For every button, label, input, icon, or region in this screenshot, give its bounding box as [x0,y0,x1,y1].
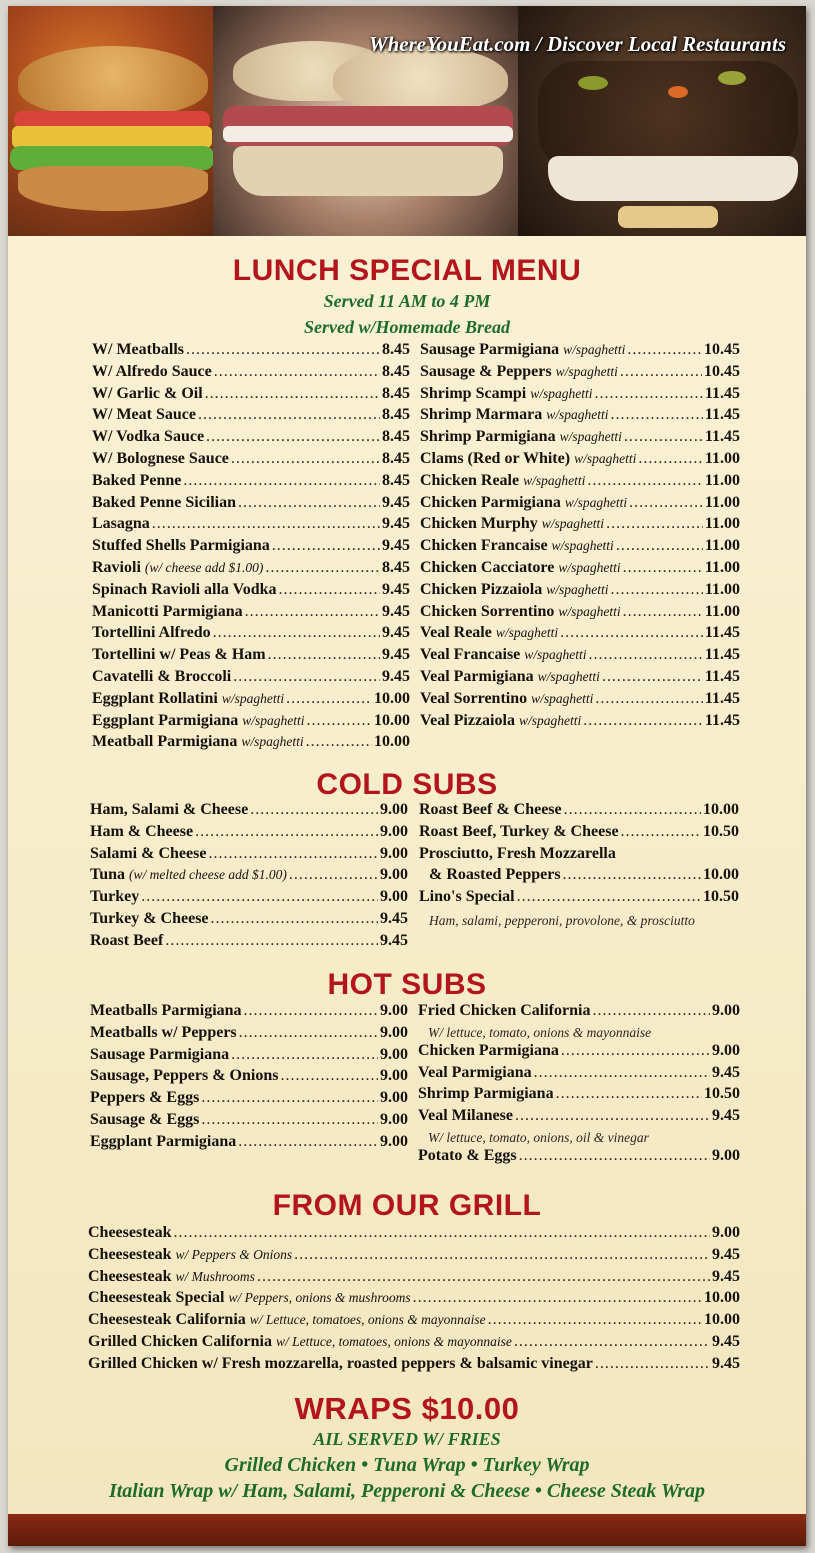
menu-item [88,1311,740,1333]
item-name: Chicken Murphy [420,515,538,533]
menu-item: Chicken Parmigiana ..... 9.00 [418,1042,740,1064]
menu-item [88,1246,740,1268]
menu-item [420,472,740,494]
dot-leader [238,1133,378,1151]
item-note: w/spaghetti [495,625,559,641]
menu-item [90,866,408,888]
dot-leader [638,450,703,468]
dot-leader [610,406,702,424]
menu-item [92,341,410,363]
item-name: Peppers & Eggs [90,1089,200,1107]
item-price: 9.45 [382,580,410,598]
item-price: 10.00 [374,711,410,729]
wraps-line-2: Italian Wrap w/ Ham, Salami, Pepperoni & Cheese • Cheese Steak Wrap [108,1480,706,1502]
item-note: w/spaghetti [551,538,614,554]
dot-leader [623,603,703,621]
menu-item [92,690,410,712]
dot-leader [211,910,378,928]
item-description: W/ lettuce, tomato, onions & mayonnaise [428,1024,652,1040]
item-price: 9.00 [380,1089,408,1107]
dot-leader [174,1224,710,1242]
item-price: 9.45 [712,1267,740,1285]
menu-item [420,668,740,690]
item-price: 11.45 [704,667,740,685]
item-price: 9.45 [382,537,410,555]
item-note: w/spaghetti [559,429,622,445]
dot-leader [595,1355,710,1373]
dot-leader [238,494,380,512]
menu-item: Veal Parmigiana ..... 9.45 [418,1064,740,1086]
dot-leader [587,472,703,490]
wraps-subtitle: AIL SERVED W/ FRIES [313,1429,501,1449]
item-note: w/ Peppers & Onions [175,1246,293,1262]
item-name: Veal Francaise [420,646,521,664]
menu-item [420,690,740,712]
lunch-title: LUNCH SPECIAL MENU [232,254,582,287]
item-name: W/ Bolognese Sauce [92,449,229,467]
item-name: Chicken Sorrentino [420,602,555,620]
item-name: Shrimp Marmara [420,406,543,424]
item-note: w/spaghetti [563,342,626,357]
item-name: Ham & Cheese [90,822,194,840]
dot-leader [589,646,703,664]
item-name: Meatball Parmigiana [92,733,238,751]
menu-item [90,801,408,823]
dot-leader [206,428,380,446]
menu-page [8,6,806,1546]
menu-item [90,910,408,932]
item-price: 8.45 [382,471,410,489]
wraps-line-1: Grilled Chicken • Tuna Wrap • Turkey Wrap [224,1454,590,1476]
item-price: 8.45 [382,449,410,467]
menu-item [92,363,410,385]
item-price: 8.45 [382,558,410,576]
item-description: W/ lettuce, tomato, onions, oil & vinegar [428,1129,649,1145]
lunch-right-column [420,341,740,733]
menu-item [420,428,740,450]
dot-leader [616,537,703,555]
menu-item: Prosciutto, Fresh Mozzarella [419,844,616,862]
item-price: 10.00 [374,689,410,707]
item-price: 9.00 [712,1224,740,1241]
dot-leader [213,624,380,642]
menu-item [90,1133,408,1155]
footer-bar [8,1514,806,1546]
menu-item [92,385,410,407]
item-price: 9.00 [380,1002,408,1019]
item-price: 11.45 [704,406,740,424]
item-name: Shrimp Parmigiana [420,428,556,446]
menu-item: & Roasted Peppers ..... 10.00 [419,866,739,888]
dot-leader [623,559,703,577]
menu-item [420,712,740,734]
item-price: 10.45 [704,341,740,358]
menu-item [90,1067,408,1089]
menu-item [420,537,740,559]
menu-item: Potato & Eggs ..... 9.00 [418,1147,740,1169]
menu-item: Fried Chicken California ..... 9.00 [418,1002,740,1024]
menu-item [420,341,740,363]
item-note: w/spaghetti [518,712,582,728]
item-price: 11.00 [704,558,740,576]
item-note: w/spaghetti [241,734,304,750]
item-name: Stuffed Shells Parmigiana [92,537,270,555]
item-name: Veal Sorrentino [420,689,528,707]
dot-leader [606,515,703,533]
dot-leader [208,845,378,863]
item-note: w/spaghetti [541,516,605,532]
dot-leader [560,624,703,642]
menu-item [420,450,740,472]
item-note: w/spaghetti [531,690,594,706]
menu-item: Shrimp Parmigiana ..... 10.50 [418,1085,740,1107]
hot-left-column [90,1002,408,1155]
item-name: Veal Parmigiana [420,667,534,685]
item-name: Tortellini w/ Peas & Ham [92,646,266,664]
item-price: 9.45 [382,624,410,642]
item-price: 9.00 [380,844,408,862]
item-name: Clams (Red or White) [420,449,571,467]
item-name: Eggplant Parmigiana [92,711,239,729]
item-name: Chicken Francaise [420,537,548,555]
item-name: Meatballs w/ Peppers [90,1023,237,1041]
item-price: 11.00 [704,449,740,467]
item-name: Cheesesteak [88,1267,172,1285]
item-note: w/spaghetti [546,407,609,423]
item-name: Salami & Cheese [90,844,207,862]
hot-subs-title: HOT SUBS [327,968,487,1001]
burger-photo [8,6,213,236]
menu-item [420,385,740,407]
dot-leader [413,1289,702,1307]
hot-right-column [418,1002,740,1169]
item-name: W/ Alfredo Sauce [92,362,212,380]
item-price: 8.45 [382,428,410,446]
grill-title: FROM OUR GRILL [272,1189,542,1222]
item-note: w/ Mushrooms [175,1268,255,1284]
dot-leader [201,1111,378,1129]
lunch-bread: Served w/Homemade Bread [304,317,510,337]
item-name: Chicken Parmigiana [420,493,561,511]
item-note: w/spaghetti [242,712,305,728]
dot-leader [265,559,380,577]
menu-item [92,668,410,690]
item-price: 11.00 [704,580,740,598]
item-note: (w/ cheese add $1.00) [144,559,264,575]
item-price: 9.45 [382,646,410,664]
item-price: 10.00 [704,1311,740,1329]
dot-leader [201,1089,378,1107]
menu-item [88,1289,740,1311]
item-price: 9.00 [380,866,408,884]
dot-leader [141,888,378,906]
dot-leader [624,428,703,446]
item-note: w/spaghetti [523,472,586,488]
item-name: Tuna [90,866,125,884]
item-name: Cheesesteak [88,1245,172,1263]
item-name: Manicotti Parmigiana [92,602,243,620]
dot-leader [244,1002,378,1020]
photo-banner [8,6,806,236]
dot-leader [245,603,380,621]
menu-item [90,845,408,867]
menu-item [420,624,740,646]
dot-leader [620,363,702,381]
menu-item: Veal Milanese ..... 9.45 [418,1107,740,1129]
menu-item [92,581,410,603]
menu-item: Roast Beef & Cheese ..... 10.00 [419,801,739,823]
cold-left-column [90,801,408,954]
item-name: Spinach Ravioli alla Vodka [92,580,277,598]
dot-leader [306,733,372,751]
item-price: 9.45 [712,1332,740,1350]
item-note: w/spaghetti [524,647,587,663]
item-price: 11.45 [704,689,740,707]
menu-item [92,624,410,646]
dot-leader [629,494,703,512]
item-name: Lasagna [92,515,150,533]
item-name: Ravioli [92,558,141,576]
item-note: w/spaghetti [558,603,621,619]
dot-leader [627,341,702,359]
cold-right-column [419,801,739,932]
item-name: Sausage & Peppers [420,362,552,380]
dot-leader [250,801,378,819]
item-price: 9.00 [380,801,408,818]
dot-leader [307,712,373,730]
dot-leader [610,581,702,599]
item-name: W/ Vodka Sauce [92,428,205,446]
item-name: Grilled Chicken w/ Fresh mozzarella, roasted peppers & balsamic vinegar [88,1354,593,1372]
item-name: Sausage Parmigiana [90,1045,230,1063]
dot-leader [183,472,380,490]
dot-leader [214,363,380,381]
dot-leader [602,668,703,686]
menu-item [92,428,410,450]
dot-leader [289,866,378,884]
item-price: 9.45 [712,1354,740,1372]
dot-leader [231,1046,378,1064]
item-note: w/ Lettuce, tomatoes, onions & mayonnaise [249,1312,486,1328]
dot-leader [514,1333,710,1351]
dot-leader [198,406,380,424]
item-name: Baked Penne Sicilian [92,493,237,511]
item-price: 11.45 [704,624,740,642]
item-price: 11.00 [704,515,740,533]
item-price: 11.45 [704,428,740,446]
item-name: Veal Reale [420,624,492,642]
dot-leader [165,932,378,950]
menu-item [88,1224,740,1246]
dot-leader [257,1268,710,1286]
wraps-title: WRAPS $10.00 [294,1391,520,1426]
item-price: 9.45 [382,667,410,685]
menu-item [92,559,410,581]
item-price: 9.45 [382,493,410,511]
menu-item [420,603,740,625]
menu-item [420,494,740,516]
item-note: w/spaghetti [558,559,621,575]
lunch-hours: Served 11 AM to 4 PM [323,291,491,311]
item-price: 9.45 [382,602,410,620]
item-description: Ham, salami, pepperoni, provolone, & prosciutto [429,912,695,928]
item-name: Veal Pizzaiola [420,711,515,729]
item-price: 11.45 [704,711,740,729]
item-note: w/ Lettuce, tomatoes, onions & mayonnaise [276,1333,512,1349]
item-name: Roast Beef [90,931,164,949]
item-price: 9.00 [380,1023,408,1041]
menu-item [90,1111,408,1133]
item-name: Chicken Reale [420,471,520,489]
dot-leader [239,1024,378,1042]
item-name: Turkey & Cheese [90,909,209,927]
item-note: w/spaghetti [555,363,618,379]
item-name: Baked Penne [92,471,182,489]
item-note: w/ Peppers, onions & mushrooms [228,1290,411,1306]
dot-leader [186,341,380,359]
item-name: Grilled Chicken California [88,1332,272,1350]
item-note: w/spaghetti [530,385,593,401]
item-price: 10.45 [704,362,740,380]
item-price: 9.45 [382,515,410,533]
item-note: w/spaghetti [564,494,628,510]
item-name: Shrimp Scampi [420,384,527,402]
dot-leader [233,668,380,686]
dot-leader [595,385,703,403]
dot-leader [583,712,703,730]
item-name: W/ Meat Sauce [92,406,196,424]
menu-item [92,494,410,516]
menu-item [90,1002,408,1024]
item-name: Sausage Parmigiana [420,341,560,358]
item-price: 10.00 [704,1289,740,1307]
dot-leader [268,646,380,664]
dot-leader [595,690,702,708]
menu-item [88,1355,740,1377]
item-price: 11.00 [704,471,740,489]
menu-item [420,515,740,537]
menu-item [92,733,410,755]
menu-item [92,515,410,537]
dot-leader [272,537,380,555]
menu-item: Roast Beef, Turkey & Cheese ..... 10.50 [419,823,739,845]
item-price: 8.45 [382,384,410,402]
dot-leader [195,823,378,841]
lunch-left-column [92,341,410,755]
item-name: Cheesesteak [88,1224,172,1241]
menu-item [90,1046,408,1068]
item-price: 9.45 [712,1245,740,1263]
grill-list [88,1224,740,1377]
cold-subs-title: COLD SUBS [316,768,498,801]
dot-leader [286,690,372,708]
item-note: (w/ melted cheese add $1.00) [129,867,287,883]
menu-item [92,646,410,668]
item-price: 11.45 [704,646,740,664]
dot-leader [280,1067,378,1085]
item-note: w/spaghetti [574,450,637,466]
menu-item [92,406,410,428]
menu-item [90,888,408,910]
item-name: W/ Garlic & Oil [92,384,203,402]
item-name: Chicken Cacciatore [420,558,555,576]
item-name: Eggplant Parmigiana [90,1132,237,1150]
item-name: Sausage, Peppers & Onions [90,1067,279,1085]
menu-item [92,450,410,472]
dot-leader [231,450,380,468]
menu-item [420,646,740,668]
menu-item [90,1024,408,1046]
item-price: 9.45 [380,909,408,927]
item-name: Meatballs Parmigiana [90,1002,242,1019]
menu-item [420,581,740,603]
menu-item [420,363,740,385]
menu-item [92,712,410,734]
menu-item [90,1089,408,1111]
item-price: 11.00 [704,537,740,555]
menu-item [92,537,410,559]
item-price: 8.45 [382,406,410,424]
dot-leader [205,385,380,403]
item-name: Sausage & Eggs [90,1110,200,1128]
item-name: Tortellini Alfredo [92,624,211,642]
item-name: W/ Meatballs [92,341,184,358]
menu-item [88,1268,740,1290]
dot-leader [294,1246,710,1264]
item-note: w/spaghetti [221,690,285,706]
item-price: 9.00 [380,1110,408,1128]
item-price: 11.00 [704,602,740,620]
item-name: Cheesesteak Special [88,1289,225,1307]
menu-item: Lino's Special ..... 10.50 [419,888,739,910]
item-price: 8.45 [382,341,410,358]
item-name: Turkey [90,888,140,906]
item-name: Eggplant Rollatini [92,689,218,707]
dot-leader [279,581,380,599]
dot-leader [488,1311,702,1329]
dot-leader [152,515,380,533]
menu-item [92,472,410,494]
menu-item [92,603,410,625]
menu-item [420,406,740,428]
item-price: 9.00 [380,822,408,840]
item-price: 9.00 [380,1067,408,1085]
item-price: 9.00 [380,1132,408,1150]
item-name: Cheesesteak California [88,1311,246,1329]
item-name: Ham, Salami & Cheese [90,801,249,818]
item-note: w/spaghetti [537,668,600,684]
item-price: 10.00 [374,733,410,751]
menu-item [88,1333,740,1355]
item-name: Chicken Pizzaiola [420,580,543,598]
item-price: 9.45 [380,931,408,949]
menu-item [90,823,408,845]
menu-item [420,559,740,581]
watermark: WhereYouEat.com / Discover Local Restaurants [368,32,786,56]
item-price: 8.45 [382,362,410,380]
item-name: Cavatelli & Broccoli [92,667,232,685]
item-note: w/spaghetti [546,581,609,597]
item-price: 11.00 [704,493,740,511]
item-price: 9.00 [380,1045,408,1063]
item-price: 9.00 [380,888,408,906]
menu-item [90,932,408,954]
item-price: 11.45 [704,384,740,402]
